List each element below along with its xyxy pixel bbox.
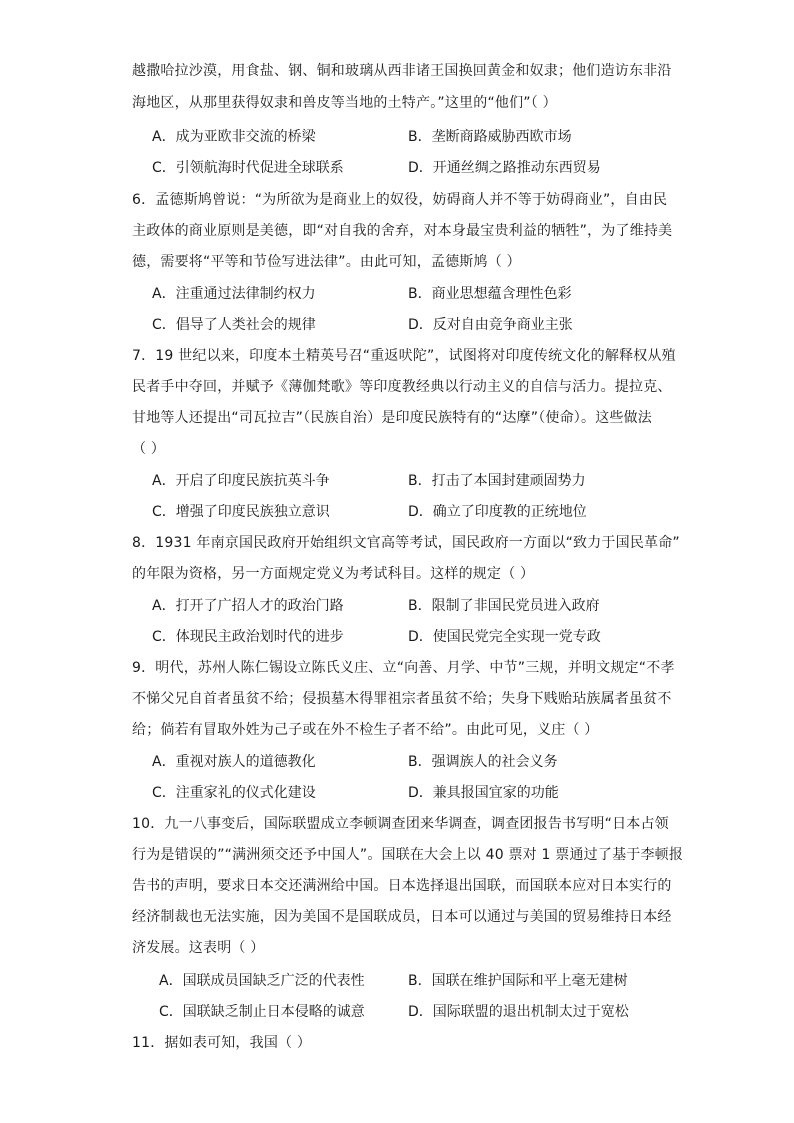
q9-option-a: A．重视对族人的道德教化	[152, 754, 316, 770]
q10-stem-line-1: 10．九一八事变后，国际联盟成立李顿调查团来华调查，调查团报告书写明“日本占领	[132, 816, 669, 832]
q10-option-d: D．国际联盟的退出机制太过于宽松	[408, 1004, 629, 1020]
q10-stem-line-3: 告书的声明，要求日本交还满洲给中国。日本选择退出国联，而国联本应对日本实行的	[132, 878, 672, 894]
q10-stem-line-2: 行为是错误的”“满洲须交还予中国人”。国联在大会上以 40 票对 1 票通过了基于李顿报	[132, 847, 684, 863]
q11-stem-line-1: 11．据如表可知，我国（ ）	[132, 1035, 312, 1051]
q10-option-b: B．国联在维护国际和平上毫无建树	[408, 973, 628, 989]
q6-option-d: D．反对自由竞争商业主张	[408, 317, 573, 333]
q5-option-a: A．成为亚欧非交流的桥梁	[152, 129, 316, 145]
q10-option-c: C．国联缺乏制止日本侵略的诚意	[159, 1004, 365, 1020]
q6-stem-line-1: 6．孟德斯鸠曾说：“为所欲为是商业上的奴役，妨碍商人并不等于妨碍商业”，自由民	[132, 192, 668, 208]
q8-option-b: B．限制了非国民党员进入政府	[408, 598, 600, 614]
q7-stem-line-1: 7．19 世纪以来，印度本土精英号召“重返吠陀”，试图将对印度传统文化的解释权从殖	[132, 348, 676, 364]
q7-stem-line-2: 民者手中夺回，并赋予《薄伽梵歌》等印度教经典以行动主义的自信与活力。提拉克、	[132, 379, 672, 395]
q9-stem-line-1: 9．明代，苏州人陈仁锡设立陈氏义庄、立“向善、月学、中节”三规，并明文规定“不孝	[132, 660, 675, 676]
q10-stem-line-4: 经济制裁也无法实施，因为美国不是国联成员，日本可以通过与美国的贸易维持日本经	[132, 909, 672, 925]
q5-option-c: C．引领航海时代促进全球联系	[152, 160, 344, 176]
q9-stem-line-3: 给；倘若有冒取外姓为己子或在外不检生子者不给”。由此可见，义庄（ ）	[132, 722, 599, 738]
q8-option-c: C．体现民主政治划时代的进步	[152, 629, 344, 645]
q9-option-b: B．强调族人的社会义务	[408, 754, 558, 770]
q6-stem-line-2: 主政体的商业原则是美德，即“对自我的舍弃，对本身最宝贵利益的牺牲”，为了维持美	[132, 223, 673, 239]
q5-option-b: B．垄断商路威胁西欧市场	[408, 129, 572, 145]
q10-stem-line-5: 济发展。这表明（ ）	[132, 940, 265, 956]
q7-option-a: A．开启了印度民族抗英斗争	[152, 473, 330, 489]
q7-stem-line-3: 甘地等人还提出“司瓦拉吉”（民族自治）是印度民族特有的“达摩”（使命）。这些做法	[132, 410, 653, 426]
q8-option-d: D．使国民党完全实现一党专政	[408, 629, 601, 645]
q5-stem-line-1: 越撒哈拉沙漠，用食盐、钢、铜和玻璃从西非诸王国换回黄金和奴隶；他们造访东非沿	[132, 63, 672, 79]
q9-option-d: D．兼具报国宜家的功能	[408, 785, 559, 801]
q6-option-c: C．倡导了人类社会的规律	[152, 317, 316, 333]
q5-option-d: D．开通丝绸之路推动东西贸易	[408, 160, 601, 176]
q8-stem-line-1: 8．1931 年南京国民政府开始组织文官高等考试，国民政府一方面以“致力于国民革命”	[132, 535, 680, 551]
q8-option-a: A．打开了广招人才的政治门路	[152, 598, 344, 614]
q7-option-b: B．打击了本国封建顽固势力	[408, 473, 586, 489]
q6-stem-line-3: 德，需要将“平等和节俭写进法律”。由此可知，孟德斯鸠（ ）	[132, 254, 521, 270]
q8-stem-line-2: 的年限为资格，另一方面规定党义为考试科目。这样的规定（ ）	[132, 566, 535, 582]
q6-option-b: B．商业思想蕴含理性色彩	[408, 286, 572, 302]
q9-option-c: C．注重家礼的仪式化建设	[152, 785, 316, 801]
q5-stem-line-2: 海地区，从那里获得奴隶和兽皮等当地的土特产。”这里的“他们”（ ）	[132, 95, 557, 111]
q10-option-a: A．国联成员国缺乏广泛的代表性	[159, 973, 365, 989]
q7-option-d: D．确立了印度教的正统地位	[408, 504, 587, 520]
q7-option-c: C．增强了印度民族独立意识	[152, 504, 330, 520]
q7-stem-line-4: （ ）	[132, 441, 166, 457]
q9-stem-line-2: 不悌父兄自首者虽贫不给；侵损墓木得罪祖宗者虽贫不给；失身下贱贻玷族属者虽贫不	[132, 691, 672, 707]
q6-option-a: A．注重通过法律制约权力	[152, 286, 316, 302]
